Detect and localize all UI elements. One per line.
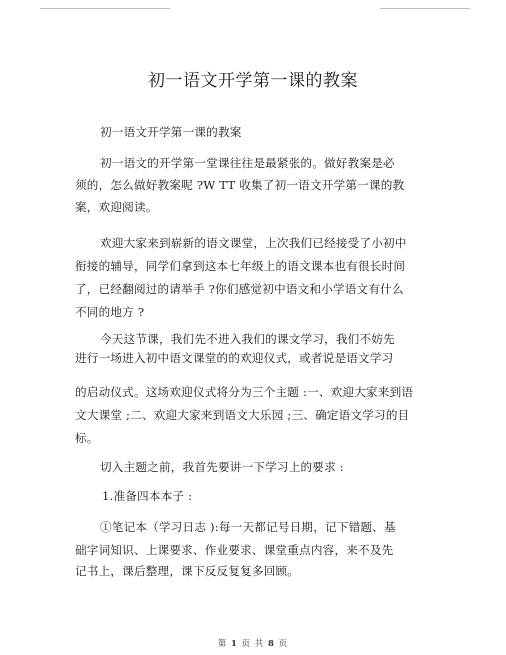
paragraph-5-line-1: 切入主题之前，我首先要讲一下学习上的要求 :	[100, 460, 344, 474]
paragraph-2-line-2: 衔接的辅导，同学们拿到这本七年级上的语文课本也有很长时间	[75, 259, 406, 273]
paragraph-1-line-3: 案，欢迎阅读。	[75, 200, 158, 214]
header-rule-left	[40, 8, 170, 9]
paragraph-6-line-1: 1.准备四本本子 :	[102, 489, 193, 503]
document-title: 初一语文开学第一课的教案	[148, 71, 358, 91]
paragraph-3-line-1: 今天这节课，我们先不进入我们的课文学习，我们不妨先	[100, 332, 395, 346]
footer-total-pages: 8	[268, 639, 275, 649]
paragraph-1-line-1: 初一语文的开学第一堂课往往是最紧张的。做好教案是必	[100, 156, 395, 170]
paragraph-2-line-4: 不同的地方 ?	[75, 305, 145, 319]
header-rule-right	[380, 8, 470, 9]
footer-suffix: 页	[278, 639, 289, 649]
paragraph-7-line-3: 记书上，课后整理，课下反反复复多回顾。	[75, 564, 300, 578]
paragraph-1-line-2: 须的，怎么做好教案呢 ?W TT 收集了初一语文开学第一课的教	[75, 178, 405, 192]
paragraph-2-line-3: 了，已经翻阅过的请举手 ?你们感觉初中语文和小学语文有什么	[75, 282, 404, 296]
paragraph-3-line-2: 进行一场进入初中语文课堂的的欢迎仪式，或者说是语文学习	[75, 351, 394, 365]
document-subtitle: 初一语文开学第一课的教案	[100, 125, 242, 139]
paragraph-4-line-3: 标。	[75, 431, 99, 445]
paragraph-7-line-1: ①笔记本（学习日志 ):每一天都记号日期，记下错题、基	[100, 520, 396, 534]
paragraph-4-line-1: 的启动仪式。这场欢迎仪式将分为三个主题 :一、欢迎大家来到语	[75, 385, 414, 399]
paragraph-4-line-2: 文大课堂 ;二、欢迎大家来到语文大乐园 ;三、确定语文学习的目	[75, 408, 410, 422]
paragraph-2-line-1: 欢迎大家来到崭新的语文课堂，上次我们已经接受了小初中	[100, 236, 407, 250]
footer-prefix: 第	[217, 639, 228, 649]
footer-page-number: 1	[231, 639, 238, 649]
footer-middle: 页 共	[241, 639, 265, 649]
paragraph-7-line-2: 础字词知识、上课要求、作业要求、课堂重点内容，来不及先	[75, 543, 394, 557]
page-footer	[0, 637, 506, 649]
